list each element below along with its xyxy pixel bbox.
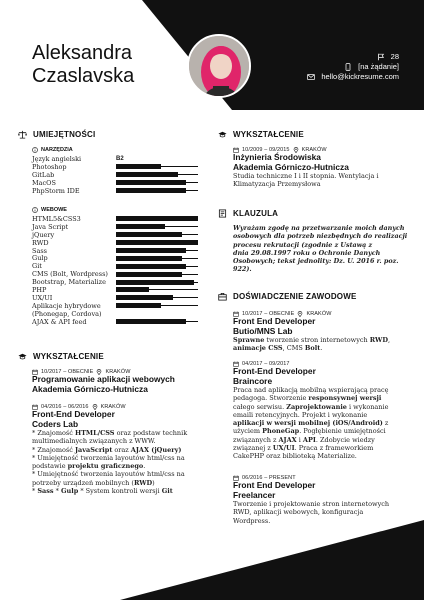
education-entry-1-school: Akademia Górniczo-Hutnicza — [32, 383, 148, 394]
experience-entry-location: KRAKÓW — [306, 311, 332, 317]
education-entry-2-desc-text: Git — [161, 487, 173, 496]
education-entry-2-desc-text: oraz — [112, 445, 131, 454]
skill-level-fill — [116, 172, 178, 177]
skill-level-bar — [116, 280, 198, 285]
skill-row — [32, 187, 198, 195]
experience-entry-desc-line — [233, 508, 413, 516]
envelope-icon — [307, 73, 315, 81]
education-entry-2-desc-text: RWD — [133, 478, 153, 487]
education-entry-2-desc-text: * Znajomość — [32, 429, 75, 437]
experience-entry-desc-text: i wykonanie — [346, 402, 389, 411]
info-circle-icon — [32, 147, 38, 153]
education-entry-2-desc-text: . — [143, 462, 146, 471]
education-entry-2-desc-text: * Umiejętność tworzenia layoutów html/css na — [32, 470, 185, 479]
web-subheader-title: WEBOWE — [41, 207, 67, 213]
skill-name: Photoshop — [32, 162, 67, 171]
education-entry-1-dates: 10/2017 – OBECNIE — [41, 369, 94, 375]
skill-row — [32, 302, 198, 310]
skill-level-bar — [116, 295, 198, 300]
skill-level-fill — [116, 240, 198, 245]
experience-entry-desc-text: . Praca z frameworkiem — [294, 444, 374, 453]
education-entry-2-desc-line — [32, 429, 212, 437]
experience-entry-desc-text: emaili retencyjnych. Projekt i wykonanie — [233, 410, 368, 419]
contact-email[interactable]: hello@kickresume.com — [321, 72, 399, 81]
clause-line: Wyrażam zgodę na przetwarzanie moich danych — [233, 224, 405, 232]
experience-entry-desc-line — [233, 427, 413, 435]
skill-name: Gulp — [32, 254, 48, 263]
last-name: Czaslavska — [32, 65, 135, 87]
education-entry-2-desc-text: podstawie — [32, 462, 68, 471]
experience-entry-desc-text: Tworzenie i projektowanie stron internetowych — [233, 500, 390, 508]
education-entry-2 — [32, 404, 212, 495]
experience-entry-desc-line — [233, 336, 413, 344]
skill-level-track — [186, 250, 198, 251]
skill-level-fill — [116, 272, 182, 277]
experience-entry-desc-text: Sprawne — [233, 336, 265, 344]
experience-entry-desc-text: aplikacji w wersji mobilnej (iOS/Android) — [233, 419, 383, 428]
education-entry-2-desc-text: multimedialnych związanych z WWW. — [32, 437, 156, 446]
skill-level-bar — [116, 164, 198, 169]
skill-name: Język angielski — [32, 154, 82, 163]
skill-row-continued — [32, 310, 198, 318]
education-right-title: Inżynieria Środowiska — [233, 152, 321, 162]
skill-level-track — [182, 234, 198, 235]
experience-entry-desc-text: , CMS — [282, 344, 305, 353]
skill-name: Aplikacje hybrydowe — [32, 301, 101, 310]
skill-row — [32, 171, 198, 179]
contact-age: 28 — [390, 52, 399, 61]
skill-level-bar — [116, 180, 198, 185]
experience-entry-desc-text: związanych z — [233, 435, 279, 444]
experience-entry-2 — [233, 361, 413, 461]
skill-name: RWD — [32, 238, 49, 247]
education-right-dates: 10/2009 – 09/2015 — [242, 147, 290, 153]
skill-row — [32, 294, 198, 302]
tools-subheader — [32, 147, 73, 153]
skill-name: GitLab — [32, 170, 55, 179]
experience-entry-desc-text: i — [296, 435, 303, 444]
education-entry-2-desc-line — [32, 462, 212, 470]
tools-subheader-title: NARZĘDZIA — [41, 147, 73, 153]
experience-entry-desc-text: Wordpress. — [233, 516, 271, 525]
experience-entry-dates: 04/2017 – 09/2017 — [242, 361, 290, 367]
contact-phone-row — [307, 62, 399, 72]
education-entry-1-title: Programowanie aplikacji webowych — [32, 374, 175, 384]
experience-entry-desc-text: tworzenie stron internetowych — [264, 336, 370, 344]
experience-entry-desc-text: CakePHP oraz biblioteką Materialize. — [233, 452, 357, 461]
education-entry-2-desc-text: Gulp — [60, 487, 79, 496]
clause-header — [218, 209, 278, 218]
experience-header — [218, 292, 357, 301]
experience-title: DOŚWIADCZENIE ZAWODOWE — [233, 292, 357, 301]
education-right-location: KRAKÓW — [301, 147, 327, 153]
experience-entry-desc-text: związanej z — [233, 444, 273, 453]
profile-photo — [187, 34, 251, 98]
skill-level-bar — [116, 319, 198, 324]
clause-line: dnia 29.08.1997 roku o Ochronie Danych — [233, 248, 381, 257]
experience-entry-desc-text: . Zdobycie wiedzy — [315, 435, 375, 444]
skill-name: PhpStorm IDE — [32, 186, 80, 195]
education-entry-2-desc-line — [32, 479, 212, 487]
education-entry-2-desc-text: projektu graficznego — [67, 462, 144, 471]
skill-level-track — [165, 226, 198, 227]
skill-level-fill — [116, 264, 186, 269]
experience-entry-desc-text: responsywnej wersji — [308, 394, 382, 403]
skill-name: jQuery — [32, 230, 55, 239]
skill-level-bar — [116, 172, 198, 177]
experience-entry-desc-text: . — [320, 344, 323, 353]
education-entry-2-desc-text: HTML/CSS — [74, 429, 115, 437]
experience-entry-desc-text: API — [302, 435, 316, 444]
clause-line: osobowych dla potrzeb niezbędnych do realizacji — [233, 232, 408, 241]
skill-level-fill — [116, 232, 182, 237]
experience-entry-desc-line — [233, 403, 413, 411]
tools-skill-list — [32, 155, 198, 194]
experience-entry-desc-line — [233, 419, 413, 427]
clause-title: KLAUZULA — [233, 209, 279, 218]
skill-level-fill — [116, 295, 173, 300]
skill-row — [32, 215, 198, 223]
footer-background-shape — [0, 520, 424, 600]
skill-level-bar — [116, 264, 198, 269]
skill-level-track — [186, 266, 198, 267]
skill-row — [32, 239, 198, 247]
skill-level-fill — [116, 319, 186, 324]
education-entry-1-location: KRAKÓW — [105, 369, 131, 375]
first-name: Aleksandra — [32, 42, 133, 64]
experience-entry-desc-line — [233, 517, 413, 525]
experience-entry-company: Butio/MNS Lab — [233, 325, 293, 336]
experience-entry-3 — [233, 475, 413, 525]
skill-row — [32, 270, 198, 278]
education-entry-2-desc-text: ) — [152, 478, 155, 487]
document-icon — [218, 209, 227, 218]
education-right-entry — [233, 147, 413, 189]
skill-level-bar — [116, 248, 198, 253]
experience-entry-desc-line — [233, 436, 413, 444]
skill-name: Sass — [32, 246, 47, 255]
skill-level-fill — [116, 216, 198, 221]
experience-entry-desc-text: RWD, aplikacji webowych, konfiguracja — [233, 508, 364, 517]
skills-section-header — [18, 130, 95, 139]
experience-entry-desc-text: całego serwisu. — [233, 402, 287, 411]
education-entry-2-desc-line — [32, 470, 212, 478]
skill-level-track — [186, 190, 198, 191]
experience-entry-desc-line — [233, 411, 413, 419]
skill-level-track — [182, 258, 198, 259]
education-left-title: WYKSZTAŁCENIE — [33, 352, 104, 361]
skill-level-track — [178, 174, 199, 175]
skills-section-title: UMIEJĘTNOŚCI — [33, 130, 96, 139]
skill-level-fill — [116, 248, 186, 253]
education-entry-2-desc-line — [32, 437, 212, 445]
skill-level-track — [161, 166, 198, 167]
skill-row — [32, 318, 198, 326]
skill-level-fill — [116, 256, 182, 261]
education-entry-2-desc-text: * System kontroli wersji — [78, 487, 162, 496]
skill-level-bar — [116, 272, 198, 277]
skill-level-text: B2 — [116, 155, 124, 162]
education-entry-2-desc-text: * — [53, 487, 61, 496]
experience-entry-desc-line — [233, 444, 413, 452]
skill-level-fill — [116, 180, 186, 185]
experience-entry-desc-text: AJAX — [278, 435, 297, 444]
education-entry-2-title: Front-End Developer — [32, 409, 115, 419]
experience-entry-company: Braincore — [233, 375, 273, 386]
skill-level-track — [194, 282, 198, 283]
education-entry-2-desc-text: oraz podstaw technik — [114, 429, 188, 437]
skill-row — [32, 254, 198, 262]
skill-level-fill — [116, 164, 161, 169]
skill-level-track — [173, 297, 198, 298]
education-entry-2-location: KRAKÓW — [100, 404, 126, 410]
briefcase-icon — [218, 292, 227, 301]
clause-line: procesu rekrutacji (zgodnie z Ustawą z — [233, 240, 373, 249]
experience-entry-desc-line — [233, 452, 413, 460]
experience-entry-desc-line — [233, 394, 413, 402]
experience-entry-desc-text: UX/UI — [272, 444, 295, 453]
experience-entry-company: Freelancer — [233, 489, 276, 500]
skill-level-fill — [116, 287, 149, 292]
skill-row — [32, 231, 198, 239]
experience-entry-dates: 10/2017 – OBECNIE — [242, 311, 295, 317]
education-entry-2-desc-line — [32, 487, 212, 495]
skill-level-track — [186, 321, 198, 322]
skill-name: AJAX & API feed — [32, 317, 87, 326]
education-right-header — [218, 130, 304, 139]
education-right-title: WYKSZTAŁCENIE — [233, 130, 304, 139]
graduation-cap-icon — [18, 352, 27, 361]
skill-name: Bootstrap, Materialize — [32, 278, 106, 287]
skill-name: CMS (Bolt, Wordpress) — [32, 270, 108, 279]
skill-level-fill — [116, 188, 186, 193]
skill-level-bar — [116, 188, 198, 193]
education-right-desc-1: Studia techniczne I i II stopnia. Wentylacja i — [233, 172, 379, 180]
skill-name: UX/UI — [32, 293, 53, 302]
skill-name: MacOS — [32, 178, 56, 187]
education-left-header — [18, 352, 104, 361]
education-entry-2-desc-text: Sass — [37, 487, 54, 496]
clause-line: Osobowych; tekst jednolity: Dz. U. 2016 r. poz. — [233, 257, 399, 266]
skill-level-bar — [116, 303, 198, 308]
education-right-desc-2: Klimatyzacja Przemysłowa — [233, 180, 321, 189]
experience-entry-desc-text: pedagoga. Stworzenie — [233, 394, 309, 403]
education-entry-2-desc-text: * Znajomość — [32, 445, 75, 454]
education-entry-2-desc-line — [32, 454, 212, 462]
contact-info — [307, 52, 399, 82]
experience-entry-desc-line — [233, 500, 413, 508]
experience-entry-desc-text: Praca nad aplikacją mobilną wspierającą pracę — [233, 386, 389, 394]
skill-level-bar — [116, 232, 198, 237]
experience-entry-desc-text: , — [388, 336, 391, 344]
experience-entry-desc-line — [233, 386, 413, 394]
education-entry-2-desc-text: AJAX (jQuery) — [130, 445, 182, 454]
contact-phone: [na żądanie] — [358, 62, 399, 71]
experience-entry-title: Front End Developer — [233, 480, 316, 490]
experience-entry-desc-text: . Pogłębienie umiejętności — [299, 427, 386, 436]
skill-row — [32, 286, 198, 294]
skill-name-continued: (Phonegap, Cordova) — [32, 309, 102, 318]
skill-row — [32, 223, 198, 231]
skill-row — [32, 262, 198, 270]
skill-row — [32, 179, 198, 187]
education-entry-2-desc-line — [32, 446, 212, 454]
skill-level-track — [186, 182, 198, 183]
skill-level-bar — [116, 256, 198, 261]
skill-level-bar — [116, 240, 198, 245]
flag-icon — [377, 53, 385, 61]
experience-entry-desc-text: animacje CSS — [233, 344, 283, 353]
experience-entry-desc-text: użyciem — [233, 427, 263, 436]
experience-entry-1 — [233, 311, 413, 353]
contact-email-row[interactable] — [307, 72, 399, 82]
skill-level-fill — [116, 303, 161, 308]
skill-level-track — [149, 289, 198, 290]
skill-level-fill — [116, 280, 194, 285]
skill-level-track — [161, 305, 198, 306]
experience-entry-title: Front-End Developer — [233, 366, 316, 376]
experience-entry-desc-text: Zaprojektowanie — [286, 402, 347, 411]
experience-entry-desc-text: PhoneGap — [262, 427, 300, 436]
web-skill-list — [32, 215, 198, 325]
skill-name: PHP — [32, 285, 47, 294]
info-circle-icon — [32, 207, 38, 213]
education-entry-2-description — [32, 429, 212, 495]
contact-age-row — [307, 52, 399, 62]
candidate-name — [32, 42, 134, 88]
experience-entry-desc-text: Bolt — [304, 344, 321, 353]
skill-row — [32, 155, 198, 163]
skill-name: HTML5&CSS3 — [32, 214, 81, 223]
experience-entry-title: Front End Developer — [233, 316, 316, 326]
skill-name: Git — [32, 262, 42, 271]
web-subheader — [32, 207, 67, 213]
scales-icon — [18, 130, 27, 139]
education-entry-2-dates: 04/2016 – 06/2016 — [41, 404, 89, 410]
education-right-school: Akademia Górniczo-Hutnicza — [233, 161, 349, 172]
clause-text — [233, 224, 413, 274]
graduation-cap-icon — [218, 130, 227, 139]
skill-row — [32, 247, 198, 255]
skill-name: Java Script — [32, 222, 69, 231]
skill-level-bar — [116, 224, 198, 229]
skill-row — [32, 163, 198, 171]
education-entry-1 — [32, 369, 212, 394]
education-entry-2-desc-text: JavaScript — [74, 445, 113, 454]
experience-entry-dates: 06/2016 – PRESENT — [242, 475, 296, 481]
education-entry-2-desc-text: potrzeby urządzeń mobilnych ( — [32, 478, 134, 487]
experience-entry-desc-text: RWD — [369, 336, 388, 344]
phone-icon — [344, 63, 352, 71]
experience-entry-desc-text: z — [382, 419, 389, 428]
education-entry-2-desc-text: * — [32, 487, 38, 496]
education-entry-2-school: Coders Lab — [32, 418, 79, 429]
experience-entry-desc-line — [233, 344, 413, 352]
skill-level-bar — [116, 216, 198, 221]
skill-level-track — [182, 274, 198, 275]
skill-row — [32, 278, 198, 286]
skill-level-fill — [116, 224, 165, 229]
education-entry-2-desc-text: * Umiejętność tworzenia layoutów html/css na — [32, 453, 185, 462]
skill-level-bar — [116, 287, 198, 292]
clause-line: 922). — [233, 265, 252, 274]
